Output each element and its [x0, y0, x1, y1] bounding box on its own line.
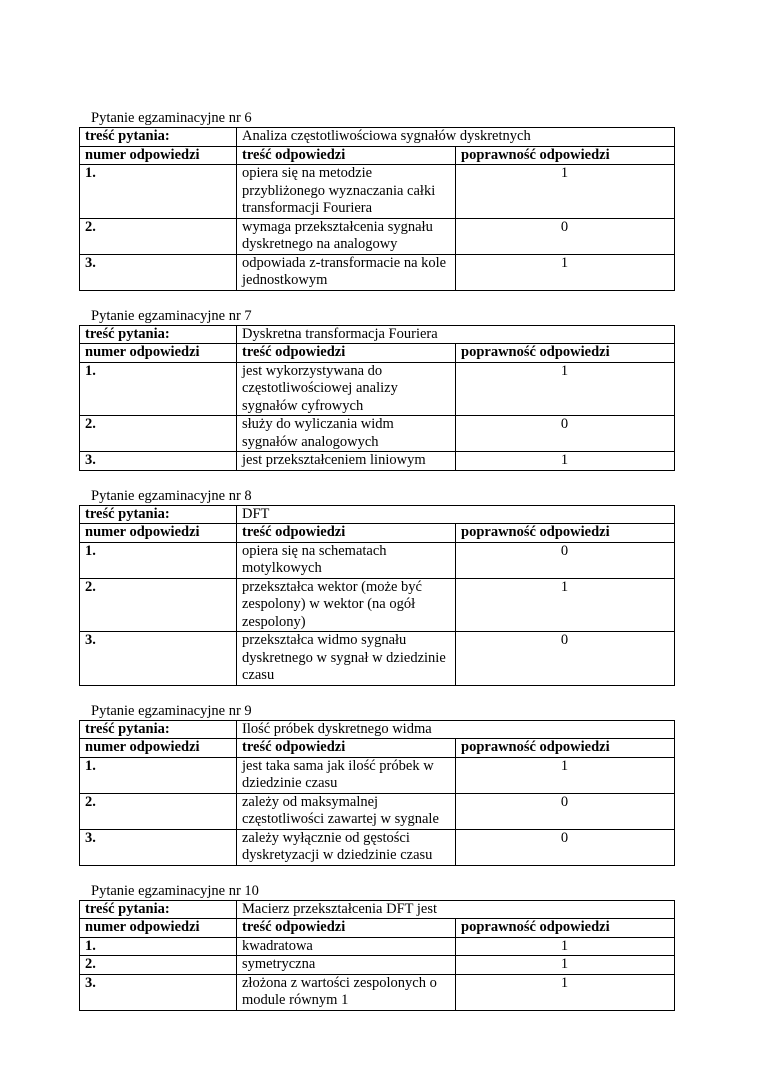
answer-row	[80, 542, 675, 578]
question-caption: Pytanie egzaminacyjne nr 7	[91, 307, 252, 324]
answers-header-row	[80, 739, 675, 758]
answer-text: zależy od maksymalnej częstotliwości zawartej w sygnale	[237, 793, 456, 829]
answer-number: 1.	[80, 937, 237, 956]
answer-number: 3.	[80, 974, 237, 1010]
question-text-label: treść pytania:	[80, 128, 237, 147]
answer-row	[80, 452, 675, 471]
answer-text: przekształca widmo sygnału dyskretnego w sygnał w dziedzinie czasu	[237, 632, 456, 686]
question-text-row	[80, 720, 675, 739]
answers-header-row	[80, 146, 675, 165]
answer-number: 2.	[80, 578, 237, 632]
answers-header-row	[80, 919, 675, 938]
answer-correctness: 0	[456, 416, 675, 452]
question-block	[79, 883, 675, 1011]
answer-number-header: numer odpowiedzi	[80, 344, 237, 363]
answer-correctness: 1	[456, 452, 675, 471]
answers-header-row	[80, 344, 675, 363]
question-text-label: treść pytania:	[80, 720, 237, 739]
answer-text: zależy wyłącznie od gęstości dyskretyzacji w dziedzinie czasu	[237, 829, 456, 865]
question-text: Macierz przekształcenia DFT jest	[237, 900, 675, 919]
correctness-header: poprawność odpowiedzi	[456, 739, 675, 758]
answer-text: jest przekształceniem liniowym	[237, 452, 456, 471]
answer-text-header: treść odpowiedzi	[237, 739, 456, 758]
answer-row	[80, 254, 675, 290]
question-text: DFT	[237, 505, 675, 524]
answer-number-header: numer odpowiedzi	[80, 524, 237, 543]
answer-correctness: 0	[456, 793, 675, 829]
answer-row	[80, 416, 675, 452]
question-text-label: treść pytania:	[80, 505, 237, 524]
answer-correctness: 1	[456, 578, 675, 632]
question-text: Dyskretna transformacja Fouriera	[237, 325, 675, 344]
question-text: Ilość próbek dyskretnego widma	[237, 720, 675, 739]
answer-row	[80, 937, 675, 956]
answer-row	[80, 165, 675, 219]
answer-correctness: 1	[456, 757, 675, 793]
answer-number: 3.	[80, 452, 237, 471]
document-page	[79, 110, 675, 1028]
question-table	[79, 325, 675, 471]
answer-number: 1.	[80, 542, 237, 578]
answer-correctness: 1	[456, 956, 675, 975]
question-block	[79, 308, 675, 471]
answer-row	[80, 793, 675, 829]
answer-number-header: numer odpowiedzi	[80, 739, 237, 758]
answer-text: opiera się na schematach motylkowych	[237, 542, 456, 578]
answer-row	[80, 956, 675, 975]
question-text-row	[80, 325, 675, 344]
answer-text-header: treść odpowiedzi	[237, 146, 456, 165]
answer-correctness: 1	[456, 165, 675, 219]
answer-text: kwadratowa	[237, 937, 456, 956]
answer-text: przekształca wektor (może być zespolony) w wektor (na ogół zespolony)	[237, 578, 456, 632]
question-table	[79, 720, 675, 866]
answer-number: 1.	[80, 757, 237, 793]
question-caption: Pytanie egzaminacyjne nr 8	[91, 487, 252, 504]
answer-row	[80, 974, 675, 1010]
question-block	[79, 488, 675, 686]
correctness-header: poprawność odpowiedzi	[456, 146, 675, 165]
question-caption: Pytanie egzaminacyjne nr 6	[91, 110, 252, 126]
answer-number: 3.	[80, 829, 237, 865]
question-caption: Pytanie egzaminacyjne nr 10	[91, 882, 259, 899]
answer-text: jest wykorzystywana do częstotliwościowej analizy sygnałów cyfrowych	[237, 362, 456, 416]
question-text-label: treść pytania:	[80, 325, 237, 344]
answer-row	[80, 632, 675, 686]
answer-correctness: 0	[456, 218, 675, 254]
answer-number: 1.	[80, 165, 237, 219]
answer-text-header: treść odpowiedzi	[237, 919, 456, 938]
answer-number: 2.	[80, 416, 237, 452]
answer-text: opiera się na metodzie przybliżonego wyznaczania całki transformacji Fouriera	[237, 165, 456, 219]
answer-number: 3.	[80, 632, 237, 686]
answer-number-header: numer odpowiedzi	[80, 919, 237, 938]
correctness-header: poprawność odpowiedzi	[456, 919, 675, 938]
answer-number-header: numer odpowiedzi	[80, 146, 237, 165]
answers-header-row	[80, 524, 675, 543]
answer-number: 2.	[80, 218, 237, 254]
question-text-row	[80, 128, 675, 147]
answer-number: 3.	[80, 254, 237, 290]
answer-number: 2.	[80, 956, 237, 975]
answer-text: wymaga przekształcenia sygnału dyskretnego na analogowy	[237, 218, 456, 254]
answer-correctness: 0	[456, 632, 675, 686]
answer-text: symetryczna	[237, 956, 456, 975]
question-text-row	[80, 900, 675, 919]
answer-correctness: 1	[456, 254, 675, 290]
question-block	[79, 703, 675, 866]
question-text-row	[80, 505, 675, 524]
answer-correctness: 1	[456, 362, 675, 416]
answer-row	[80, 362, 675, 416]
question-table	[79, 127, 675, 291]
answer-text: służy do wyliczania widm sygnałów analogowych	[237, 416, 456, 452]
answer-row	[80, 218, 675, 254]
answer-correctness: 0	[456, 829, 675, 865]
question-table	[79, 505, 675, 686]
answer-text: złożona z wartości zespolonych o module równym 1	[237, 974, 456, 1010]
answer-correctness: 1	[456, 937, 675, 956]
answer-number: 2.	[80, 793, 237, 829]
answer-row	[80, 757, 675, 793]
question-block	[79, 110, 675, 291]
answer-text-header: treść odpowiedzi	[237, 344, 456, 363]
question-text-label: treść pytania:	[80, 900, 237, 919]
answer-row	[80, 578, 675, 632]
answer-text-header: treść odpowiedzi	[237, 524, 456, 543]
answer-correctness: 0	[456, 542, 675, 578]
question-caption: Pytanie egzaminacyjne nr 9	[91, 702, 252, 719]
correctness-header: poprawność odpowiedzi	[456, 524, 675, 543]
answer-correctness: 1	[456, 974, 675, 1010]
question-table	[79, 900, 675, 1011]
correctness-header: poprawność odpowiedzi	[456, 344, 675, 363]
answer-text: jest taka sama jak ilość próbek w dziedzinie czasu	[237, 757, 456, 793]
answer-number: 1.	[80, 362, 237, 416]
answer-row	[80, 829, 675, 865]
question-text: Analiza częstotliwościowa sygnałów dyskretnych	[237, 128, 675, 147]
answer-text: odpowiada z-transformacie na kole jednostkowym	[237, 254, 456, 290]
